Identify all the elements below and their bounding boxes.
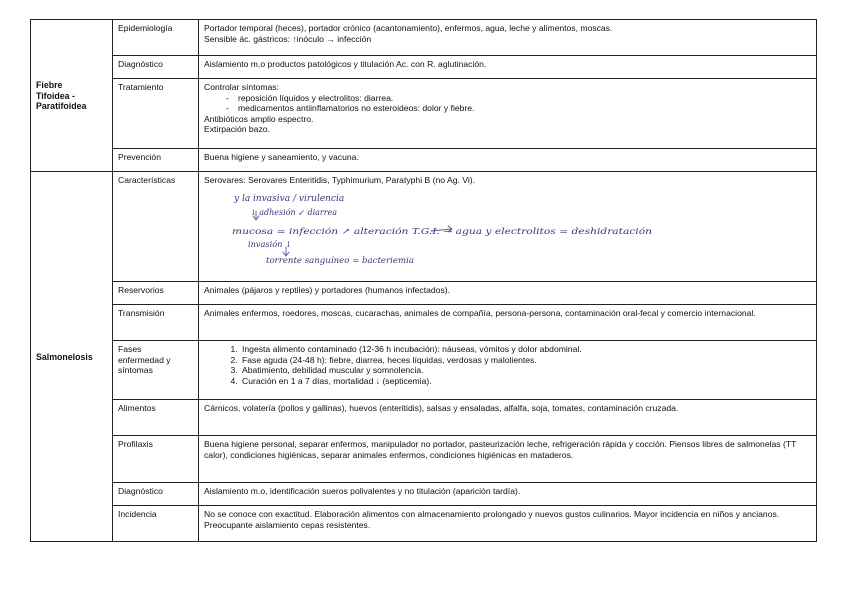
row-content-diagnostico: Aislamiento m.o productos patológicos y titulación Ac. con R. aglutinación.: [199, 56, 817, 79]
handwritten-line: y la invasiva / virulencia: [234, 193, 345, 204]
row-content-reservorios: Animales (pájaros y reptiles) y portadores (humanos infectados).: [199, 282, 817, 305]
table-row: [31, 341, 817, 400]
handwritten-line: ↓ adhesión ↙ diarrea: [250, 207, 338, 217]
row-label-tratamiento: Tratamiento: [113, 79, 199, 149]
table-row: [31, 400, 817, 436]
table-row: [31, 149, 817, 172]
label-line: Fases: [118, 344, 142, 354]
handwritten-note: [226, 189, 666, 269]
row-label-profilaxis: Profilaxis: [113, 436, 199, 483]
table-row: [31, 172, 817, 282]
row-content-tratamiento: [199, 79, 817, 149]
table-row: [31, 56, 817, 79]
row-content-incidencia: No se conoce con exactitud. Elaboración alimentos con almacenamiento prolongado y nuevos gustos culinarios. Mayor incidencia en niños y ancianos. Preocupante aislamiento cepas resistentes.: [199, 506, 817, 542]
table-row: [31, 483, 817, 506]
list-item: - reposición líquidos y electrolitos: diarrea.: [226, 92, 394, 103]
handwritten-line: mucosa = infección ↗ alteración T.G.I. → agua y electrolitos = deshidratación: [232, 225, 652, 236]
row-content-transmision: Animales enfermos, roedores, moscas, cucarachas, animales de compañía, persona-persona, contaminación oral-fecal y comercio internacional.: [199, 305, 817, 341]
text-line: Antibióticos amplio espectro.: [204, 113, 314, 124]
phases-list: [204, 344, 811, 386]
list-item: 1. Ingesta alimento contaminado (12-36 h incubación): náuseas, vómitos y dolor abdominal.: [240, 344, 811, 355]
row-label-diagnostico-salmonelosis: Diagnóstico: [113, 483, 199, 506]
table-row: [31, 506, 817, 542]
row-label-reservorios: Reservorios: [113, 282, 199, 305]
disease-title-fiebre: [31, 20, 113, 172]
disease-title-salmonelosis: Salmonelosis: [31, 172, 113, 542]
row-label-incidencia: Incidencia: [113, 506, 199, 542]
row-label-prevencion: Prevención: [113, 149, 199, 172]
row-label-transmision: Transmisión: [113, 305, 199, 341]
row-label-caracteristicas: Características: [113, 172, 199, 282]
list-item-text: reposición líquidos y electrolitos: diarrea.: [238, 92, 394, 103]
text-line: Controlar síntomas:: [204, 82, 279, 92]
row-content-diagnostico-salmonelosis: Aislamiento m.o, identificación sueros polivalentes y no titulación (aparición tardía).: [199, 483, 817, 506]
row-label-alimentos: Alimentos: [113, 400, 199, 436]
list-item: - medicamentos antiinflamatorios no esteroideos: dolor y fiebre.: [226, 103, 475, 114]
row-content-epidemiologia: [199, 20, 817, 56]
table-row: [31, 20, 817, 56]
text-line: Extirpación bazo.: [204, 124, 270, 135]
text-line: Sensible ác. gástricos: ↑inóculo → infección: [204, 33, 372, 44]
table-row: [31, 436, 817, 483]
label-line: enfermedad y: [118, 354, 171, 365]
text-line: Serovares: Serovares Enteritidis, Typhimurium, Paratyphi B (no Ag. Vi).: [204, 175, 475, 185]
row-content-fases: [199, 341, 817, 400]
notes-table: [30, 19, 817, 542]
table-row: [31, 282, 817, 305]
table-row: [31, 305, 817, 341]
text-line: Portador temporal (heces), portador crónico (acantonamiento), enfermos, agua, leche y alimentos, moscas.: [204, 23, 613, 33]
disease-title-line: Paratifoidea: [36, 101, 87, 112]
disease-title-line: Fiebre: [36, 80, 63, 91]
disease-title-line: Tifoidea -: [36, 90, 75, 101]
list-item: 3. Abatimiento, debilidad muscular y somnolencia.: [240, 365, 811, 376]
list-item: 2. Fase aguda (24-48 h): fiebre, diarrea, heces líquidas, verdosas y malolientes.: [240, 355, 811, 366]
row-label-epidemiologia: Epidemiología: [113, 20, 199, 56]
table-row: [31, 79, 817, 149]
row-label-fases: [113, 341, 199, 400]
list-item: 4. Curación en 1 a 7 días, mortalidad ↓ (septicemia).: [240, 376, 811, 387]
row-content-prevencion: Buena higiene y saneamiento, y vacuna.: [199, 149, 817, 172]
row-content-alimentos: Cárnicos, volatería (pollos y gallinas), huevos (enteritidis), salsas y ensaladas, alfalfa, soja, tomates, contaminación cruzada.: [199, 400, 817, 436]
list-item-text: medicamentos antiinflamatorios no esteroideos: dolor y fiebre.: [238, 103, 475, 114]
label-line: síntomas: [118, 365, 153, 376]
row-content-caracteristicas: [199, 172, 817, 282]
row-label-diagnostico: Diagnóstico: [113, 56, 199, 79]
handwritten-line: torrente sanguíneo = bacteriemia: [266, 255, 414, 266]
row-content-profilaxis: Buena higiene personal, separar enfermos, manipulador no portador, pasteurización leche, refrigeración rápida y cocción. Piensos libres de salmonelas (TT calor), condiciones higiénicas, separar animales enfermos, condiciones higiénicas en mataderos.: [199, 436, 817, 483]
handwritten-line: invasión ↓: [248, 238, 292, 249]
